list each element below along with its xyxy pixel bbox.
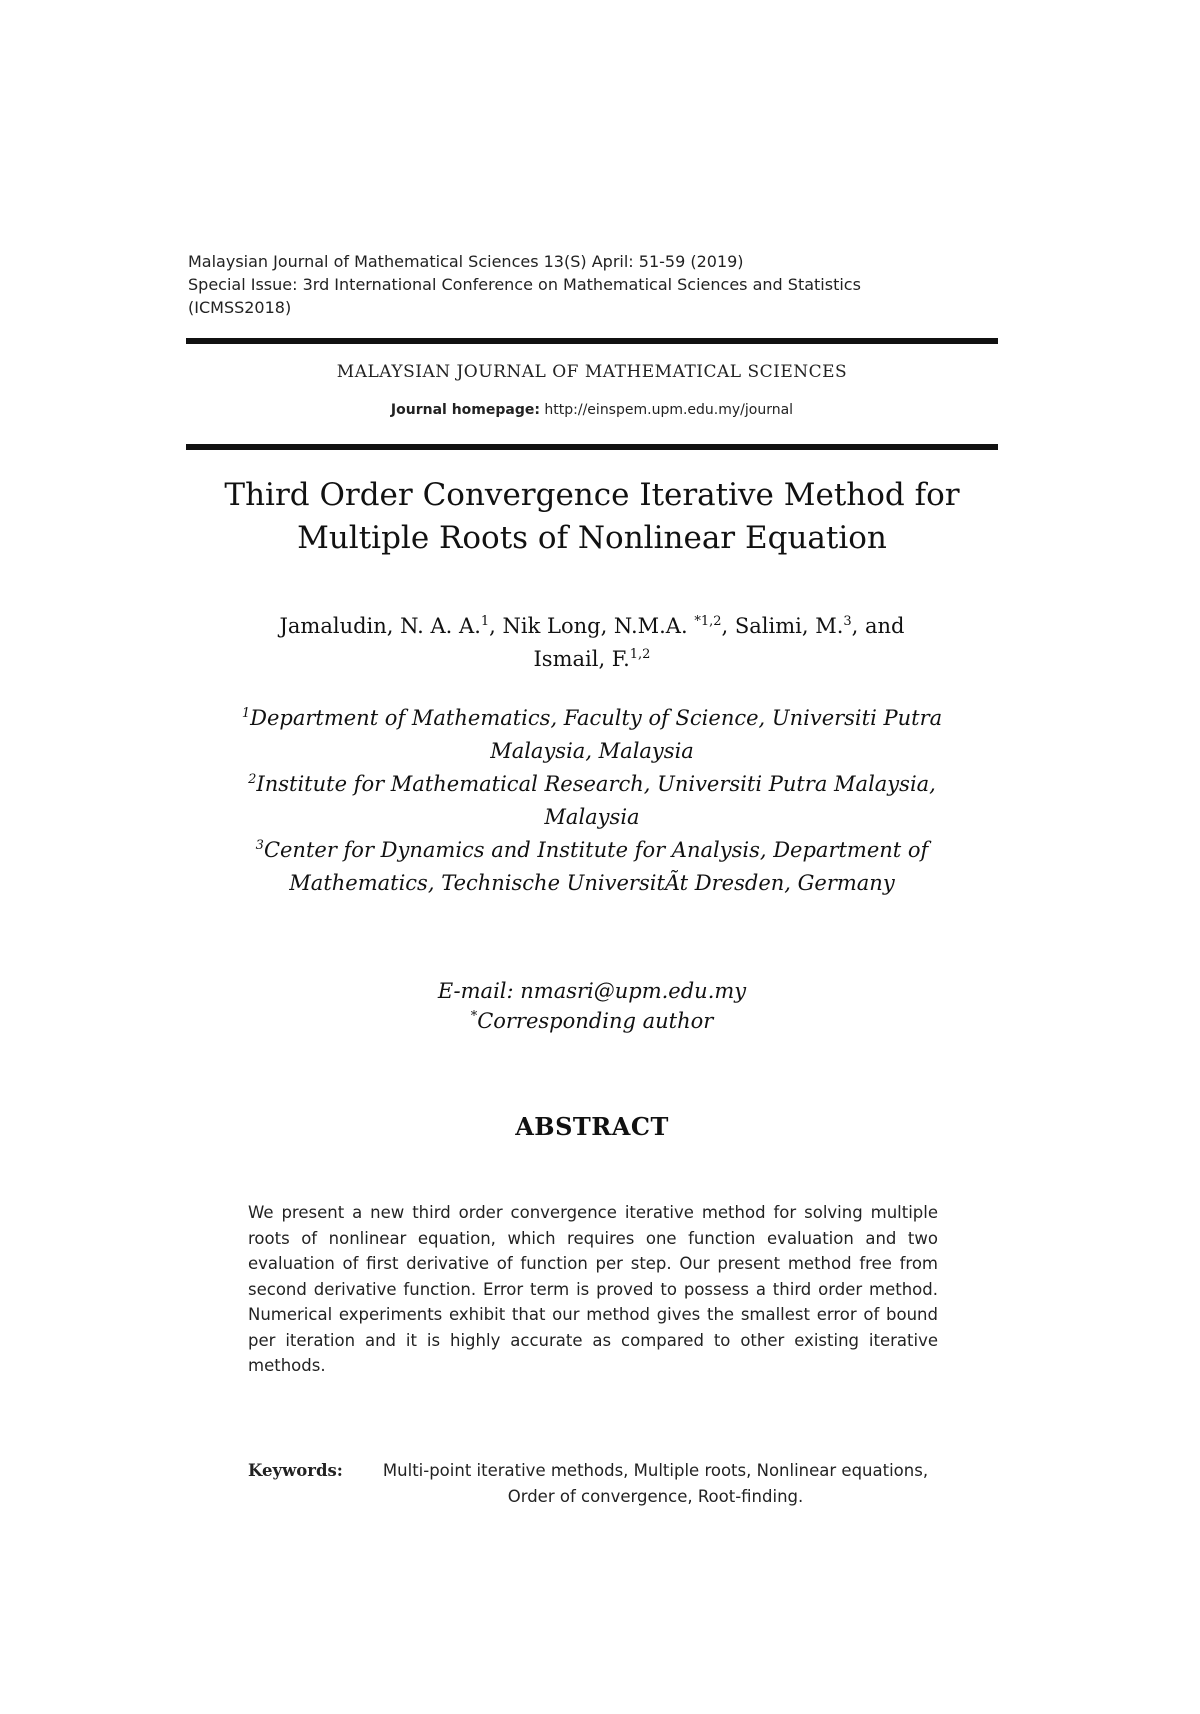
author-affiliation-mark: 3 bbox=[843, 614, 852, 629]
author-affiliation-mark: *1,2 bbox=[694, 614, 722, 629]
paper-title bbox=[186, 474, 998, 560]
author-name: Jamaludin, N. A. A. bbox=[279, 614, 481, 638]
author-name: Salimi, M. bbox=[734, 614, 844, 638]
affiliation-text: Malaysia bbox=[544, 805, 640, 829]
journal-name: MALAYSIAN JOURNAL OF MATHEMATICAL SCIENCES bbox=[336, 362, 848, 382]
contact-email[interactable]: E-mail: nmasri@upm.edu.my bbox=[437, 979, 747, 1003]
keywords-text: Multi-point iterative methods, Multiple roots, Nonlinear equations, Order of convergence, Root-finding. bbox=[382, 1461, 929, 1506]
affiliation-text: Mathematics, Technische UniversitÃt Dresden, Germany bbox=[289, 871, 895, 895]
affiliation-text: Malaysia, Malaysia bbox=[490, 739, 694, 763]
affiliation-item bbox=[186, 702, 998, 768]
author-list bbox=[186, 610, 998, 676]
author-name: Ismail, F. bbox=[533, 647, 630, 671]
affiliation-mark: 2 bbox=[248, 772, 257, 787]
affiliation-mark: 3 bbox=[255, 838, 264, 853]
homepage-link[interactable]: http://einspem.upm.edu.my/journal bbox=[544, 402, 794, 418]
author-line bbox=[186, 643, 998, 676]
keywords-block bbox=[248, 1458, 938, 1509]
journal-citation-header bbox=[188, 250, 1008, 319]
author-line: Jamaludin, N. A. A.$^1$, Nik Long, N.M.A. $^{*1,2}$, Salimi, M.$^3$, and bbox=[279, 614, 905, 638]
affiliation-list bbox=[186, 702, 998, 900]
conference-code-line: (ICMSS2018) bbox=[188, 298, 292, 317]
abstract-text: We present a new third order convergence iterative method for solving multiple roots of nonlinear equation, which requires one function evaluation and two evaluation of first derivative of function per step. Our present method free from second derivative function. Error term is proved to possess a third order method. Numerical experiments exhibit that our method gives the smallest error of bound per iteration and it is highly accurate as compared to other existing iterative methods. bbox=[248, 1203, 938, 1375]
corresponding-mark: * bbox=[470, 1009, 478, 1024]
masthead-bottom-rule bbox=[186, 444, 998, 450]
affiliation-item bbox=[186, 768, 998, 834]
affiliation-text: Department of Mathematics, Faculty of Science, Universiti Putra bbox=[250, 706, 943, 730]
author-affiliation-mark: 1,2 bbox=[629, 647, 651, 662]
special-issue-line: Special Issue: 3rd International Conference on Mathematical Sciences and Statistics bbox=[188, 275, 861, 294]
affiliation-mark: 1 bbox=[241, 706, 251, 721]
author-name: Nik Long, N.M.A. bbox=[502, 614, 695, 638]
contact-info bbox=[186, 976, 998, 1036]
affiliation-text: Institute for Mathematical Research, Universiti Putra Malaysia, bbox=[256, 772, 936, 796]
affiliation-item bbox=[186, 834, 998, 900]
title-line: Third Order Convergence Iterative Method for bbox=[224, 477, 960, 513]
author-affiliation-mark: 1 bbox=[480, 614, 490, 629]
citation-line: Malaysian Journal of Mathematical Sciences 13(S) April: 51-59 (2019) bbox=[188, 252, 744, 271]
masthead-top-rule bbox=[186, 338, 998, 344]
affiliation-text: Center for Dynamics and Institute for Analysis, Department of bbox=[263, 838, 929, 862]
corresponding-text: Corresponding author bbox=[477, 1009, 714, 1033]
title-line: Multiple Roots of Nonlinear Equation bbox=[297, 520, 887, 556]
corresponding-author-note bbox=[186, 1006, 998, 1036]
keywords-label: Keywords: bbox=[248, 1461, 343, 1480]
abstract-heading: ABSTRACT bbox=[515, 1112, 669, 1141]
homepage-label: Journal homepage: bbox=[390, 402, 540, 418]
journal-homepage bbox=[186, 402, 998, 418]
author-conjunction: , and bbox=[851, 614, 905, 638]
